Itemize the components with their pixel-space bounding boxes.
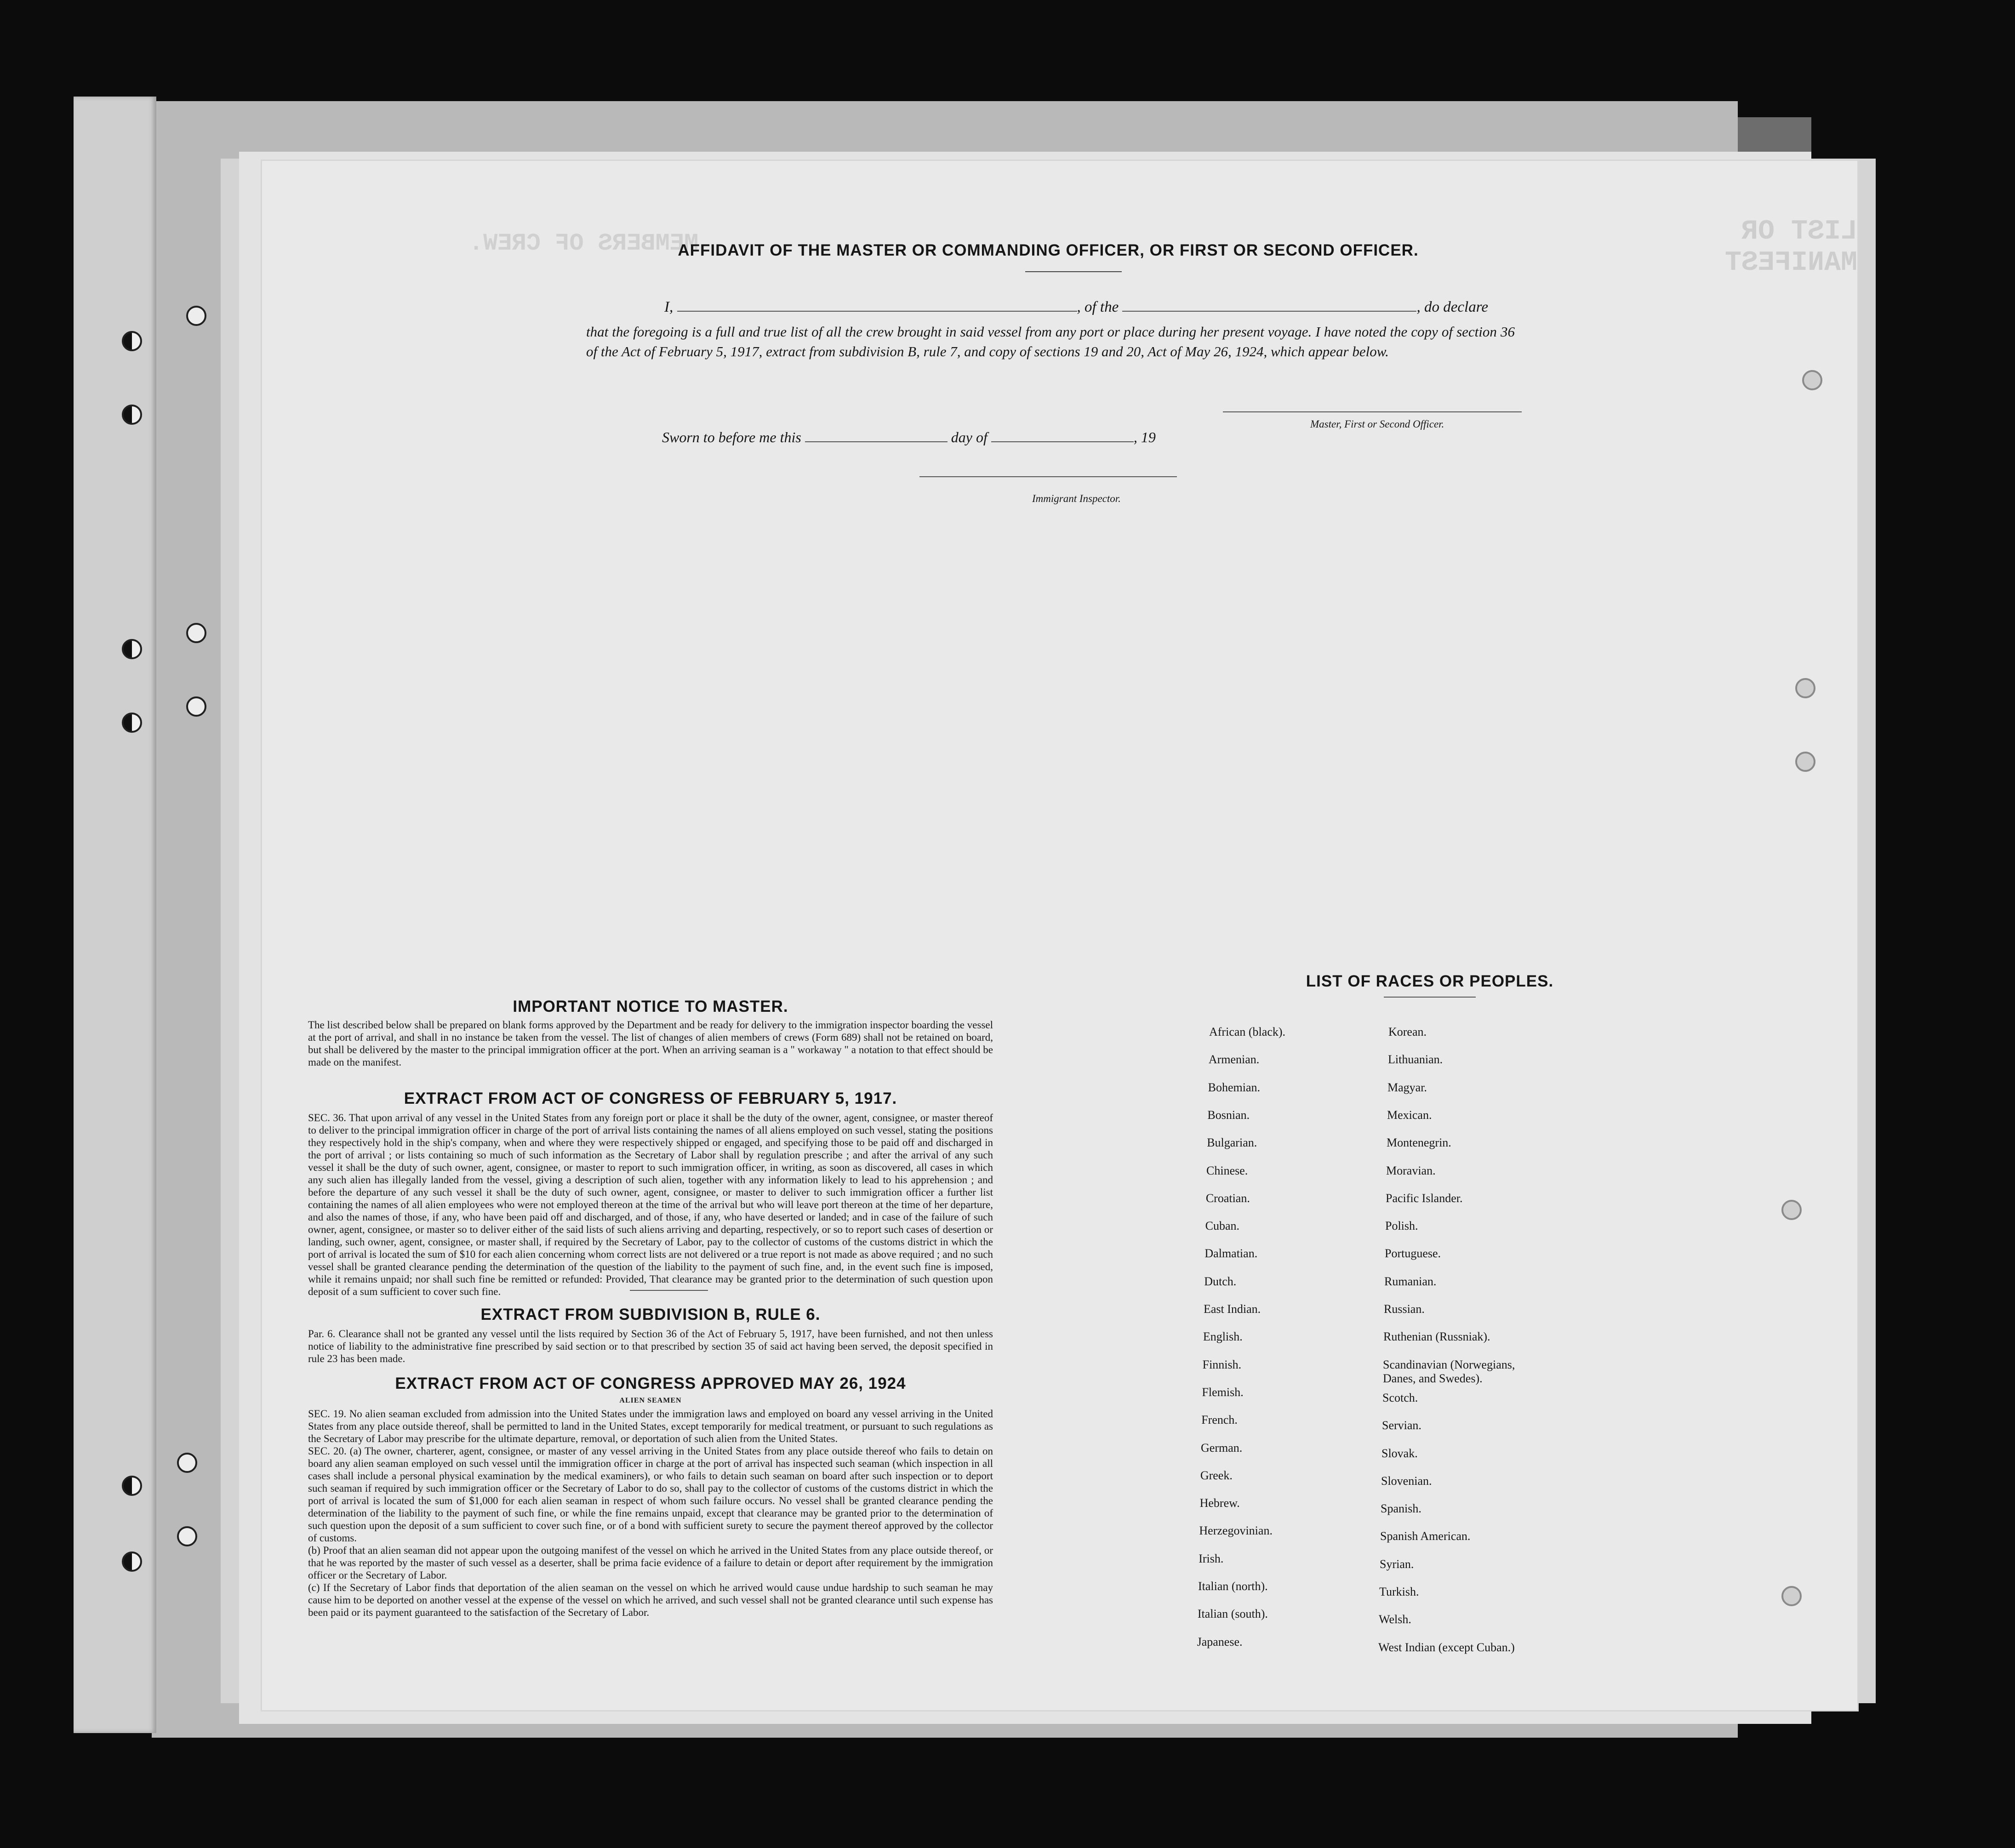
extract-1924-title: EXTRACT FROM ACT OF CONGRESS APPROVED MAY 26, 1924 [395, 1375, 906, 1392]
affidavit-of-the-label: , of the [1077, 299, 1119, 315]
race-item: African (black). [1209, 1025, 1286, 1038]
race-item: Lithuanian. [1388, 1053, 1443, 1067]
race-item: Cuban. [1205, 1219, 1239, 1233]
race-item: Bosnian. [1207, 1108, 1250, 1122]
binding-hole [186, 306, 206, 326]
race-item: Moravian. [1386, 1164, 1436, 1177]
sworn-day-of: day of [951, 429, 988, 445]
binding-hole [186, 696, 206, 717]
sworn-prefix: Sworn to before me this [662, 429, 801, 445]
binding-hole [177, 1453, 197, 1473]
race-item: Dalmatian. [1204, 1247, 1258, 1261]
title-rule [1025, 271, 1122, 272]
extract-1917-body: SEC. 36. That upon arrival of any vessel in the United States from any foreign port or place it shall be the duty of the owner, agent, consignee, or master thereof to deliver to the principal immigration officer in charge of the port of arrival lists containing the names of all aliens employed on such vessel, stating the positions they respectively hold in the ship's company, when and where they were respectively shipped or engaged, and specifying those to be paid off and discharged in the port of arrival ; or lists containing so much of such information as the Secretary of Labor shall by regulation prescribe ; and after the arrival of any such vessel it shall be the duty of such owner, agent, consignee, or master to report to such immigration officer, in writing, as soon as discovered, all cases in which any such alien has illegally landed from the vessel, giving a description of such alien, together with any information likely to lead to his apprehension ; and before the departure of any such vessel it shall be the duty of such owner, agent, consignee, or master to deliver to such immigration officer a further list containing the names of all alien employees who were not employed thereon at the time of the arrival but who will leave port thereon at the time of her departure, and also the names of those, if any, who have been paid off and discharged, and of those, if any, who have deserted or landed; and in case of the failure of such owner, agent, consignee, or master so to deliver either of the said lists of such aliens arriving and departing, respectively, or so to report such cases of desertion or landing, such owner, agent, consignee, or master shall, if required by the Secretary of Labor, pay to the collector of customs of the customs district in which the port of arrival is located the sum of $10 for each alien concerning whom correct lists are not delivered or a true report is not made as above required ; and no such vessel shall be granted clearance pending the determination of the question of the liability to the payment of such fine, and, in the event such fine is imposed, while it remains unpaid; nor shall such fine be remitted or refunded: Provided, That clearance may be granted prior to the determination of such question upon deposit of a sum sufficient to cover such fine. [308, 1112, 993, 1297]
race-item: English. [1203, 1330, 1243, 1344]
extract-rule6-body: Par. 6. Clearance shall not be granted any vessel until the lists required by Section 36 of the Act of February 5, 1917, have been furnished, and not then unless notice of liability to the administrative fine prescribed by said section or to that prescribed by section 35 of said act having been served, the deposit specified in rule 23 has been made. [308, 1328, 993, 1364]
race-item: East Indian. [1204, 1302, 1261, 1316]
race-item: Chinese. [1206, 1164, 1248, 1177]
race-item: Bohemian. [1208, 1080, 1260, 1094]
race-item: Welsh. [1379, 1613, 1411, 1626]
binding-hole [122, 405, 142, 425]
binding-hole [122, 713, 142, 733]
race-item: Slovak. [1381, 1446, 1418, 1460]
binding-hole [1781, 1586, 1802, 1606]
extract-1917-title: EXTRACT FROM ACT OF CONGRESS OF FEBRUARY 5, 1917. [404, 1089, 897, 1107]
sworn-month-blank[interactable] [991, 441, 1134, 442]
race-item: Armenian. [1208, 1053, 1260, 1067]
affidavit-line-i [664, 299, 1488, 316]
race-item: Hebrew. [1199, 1496, 1240, 1510]
sec-19: SEC. 19. No alien seaman excluded from admission into the United States under the immigration laws and employed on board any vessel arriving in the United States from any place outside thereof, shall be permitted to land in the United States, except temporarily for medical treatment, or pursuant to such regulations as the Secretary of Labor may prescribe for the ultimate departure, removal, or deportation of such alien from the United States. [308, 1408, 993, 1444]
binding-hole [186, 623, 206, 643]
extract-1924-subtitle: ALIEN SEAMEN [619, 1397, 682, 1404]
binding-hole [1781, 1200, 1802, 1220]
race-item: Ruthenian (Russniak). [1383, 1330, 1490, 1344]
sworn-day-blank[interactable] [805, 441, 948, 442]
race-item: Rumanian. [1384, 1274, 1437, 1288]
sworn-year: , 19 [1133, 429, 1156, 445]
master-signature-line[interactable] [1223, 411, 1522, 412]
binding-hole [177, 1526, 197, 1546]
binding-hole [122, 1551, 142, 1572]
binding-hole [1795, 752, 1815, 772]
binding-hole [1795, 678, 1815, 698]
binding-hole [122, 331, 142, 351]
extract-rule6-title: EXTRACT FROM SUBDIVISION B, RULE 6. [480, 1306, 821, 1323]
binding-hole [122, 1476, 142, 1496]
inspector-signature-line[interactable] [919, 476, 1177, 477]
race-item: Dutch. [1204, 1274, 1237, 1288]
master-signature-label: Master, First or Second Officer. [1310, 418, 1444, 430]
race-item: Servian. [1382, 1419, 1421, 1432]
race-item: Japanese. [1197, 1635, 1243, 1648]
race-item: Scotch. [1382, 1391, 1418, 1404]
affidavit-declare-label: , do declare [1416, 299, 1488, 315]
race-item: West Indian (except Cuban.) [1378, 1640, 1515, 1654]
race-item: Scandinavian (Norwegians, Danes, and Swedes). [1383, 1357, 1515, 1385]
inspector-label: Immigrant Inspector. [1032, 493, 1121, 504]
race-item: Italian (north). [1198, 1580, 1268, 1593]
notice-title: IMPORTANT NOTICE TO MASTER. [513, 998, 788, 1015]
extract-1924-body [308, 1408, 993, 1619]
race-item: Mexican. [1387, 1108, 1432, 1122]
race-item: Spanish American. [1380, 1529, 1471, 1543]
race-item: Russian. [1384, 1302, 1425, 1316]
binding-strip [74, 97, 156, 1733]
bleed-through-text: MEMBERS OF CREW. [469, 230, 699, 257]
race-item: Pacific Islander. [1386, 1191, 1463, 1205]
affidavit-page [262, 161, 1857, 1710]
section-rule [630, 1290, 708, 1291]
race-item: Syrian. [1380, 1557, 1414, 1571]
notice-body: The list described below shall be prepared on blank forms approved by the Department and be ready for delivery to the immigration inspector boarding the vessel at the port of arrival, and shall in no instance be taken from the vessel. The list of changes of alien members of crews (Form 689) shall not be retained on board, but shall be delivered by the master to the principal immigration officer at the port. When an arriving seaman is a " workaway " a notation to that effect should be made on the manifest. [308, 1019, 993, 1068]
affidavit-body: that the foregoing is a full and true list of all the crew brought in said vessel from any port or place during her present voyage. I have noted the copy of section 36 of the Act of February 5, 1917, extract from subdivision B, rule 7, and copy of sections 19 and 20, Act of May 26, 1924, which appear below. [586, 324, 1515, 359]
race-item: Polish. [1385, 1219, 1418, 1233]
race-item: Slovenian. [1381, 1474, 1432, 1488]
race-item: Croatian. [1205, 1191, 1250, 1205]
master-name-blank[interactable] [677, 311, 1077, 312]
sec-20c: (c) If the Secretary of Labor finds that deportation of the alien seaman on the vessel on which he arrived would cause undue hardship to such seaman he may cause him to be deported on another vessel at the expense of the vessel on which he arrived, and such vessel shall not be granted clearance until such expense has been paid or its payment guaranteed to the satisfaction of the Secretary of Labor. [308, 1582, 993, 1618]
race-item: Herzegovinian. [1199, 1524, 1273, 1538]
race-item: Turkish. [1379, 1585, 1419, 1598]
affidavit-title: AFFIDAVIT OF THE MASTER OR COMMANDING OFFICER, OR FIRST OR SECOND OFFICER. [678, 241, 1419, 259]
race-item: Bulgarian. [1207, 1136, 1257, 1150]
race-item: Finnish. [1202, 1357, 1242, 1371]
affidavit-i-label: I, [664, 299, 674, 315]
race-item: Italian (south). [1197, 1607, 1268, 1621]
race-item: German. [1201, 1441, 1243, 1454]
races-rule [1384, 997, 1476, 998]
sworn-line [662, 429, 1156, 446]
race-item: Flemish. [1202, 1385, 1244, 1399]
race-item: Spanish. [1381, 1502, 1421, 1516]
races-title: LIST OF RACES OR PEOPLES. [1306, 972, 1554, 990]
race-item: French. [1201, 1413, 1238, 1427]
race-item: Irish. [1199, 1551, 1224, 1565]
binding-hole [122, 639, 142, 659]
binding-hole [1802, 370, 1822, 390]
bleed-through-text: LIST OR MANIFEST [1724, 216, 1857, 279]
vessel-name-blank[interactable] [1122, 311, 1416, 312]
race-item: Montenegrin. [1387, 1136, 1451, 1150]
race-item: Korean. [1388, 1025, 1427, 1038]
sec-20b: (b) Proof that an alien seaman did not appear upon the outgoing manifest of the vessel on which he arrived in the United States from any place outside thereof, or that he was reported by the master of such vessel as a deserter, shall be prima facie evidence of a failure to detain or deport after requirement by the immigration officer or the Secretary of Labor. [308, 1545, 993, 1581]
sec-20a: SEC. 20. (a) The owner, charterer, agent, consignee, or master of any vessel arriving in the United States from any place outside thereof who fails to detain on board any alien seaman employed on such vessel until the immigration officer in charge at the port of arrival has inspected such seaman (which inspection in all cases shall include a personal physical examination by the medical examiners), or who fails to detain such seaman on board after such inspection or to deport such seaman if required by such immigration officer or the Secretary of Labor to do so, shall pay to the collector of customs of the customs district in which the port of arrival is located the sum of $1,000 for each alien seaman in respect of whom such failure occurs. No vessel shall be granted clearance pending the determination of the liability to the payment of such fine, or while the fine remains unpaid, except that clearance may be granted prior to the determination of such question upon the deposit of a sum sufficient to cover such fine, or of a bond with sufficient surety to secure the payment thereof approved by the collector of customs. [308, 1445, 993, 1544]
race-item: Greek. [1200, 1468, 1233, 1482]
race-item: Portuguese. [1385, 1247, 1441, 1261]
race-item: Magyar. [1387, 1080, 1427, 1094]
